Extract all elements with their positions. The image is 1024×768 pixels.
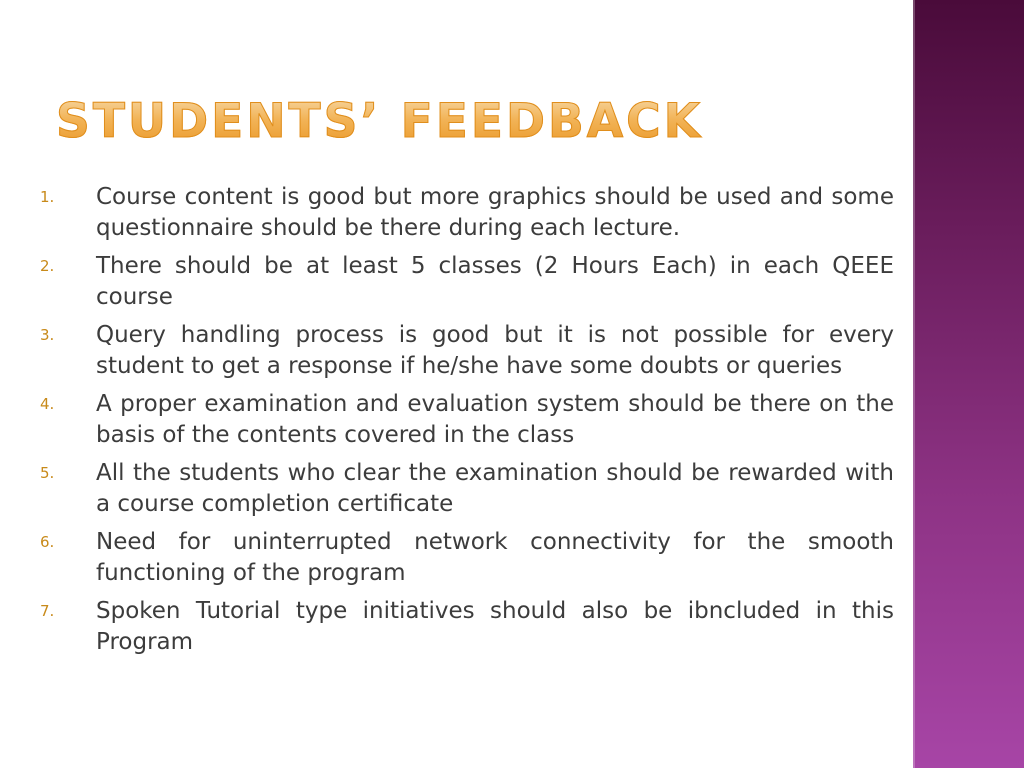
list-item-text: Query handling process is good but it is not possible for every student to get a response if he/she have some doubts or queries xyxy=(96,322,894,379)
list-item xyxy=(40,596,894,658)
list-item-text: Course content is good but more graphics should be used and some questionnaire should be there during each lecture. xyxy=(96,184,894,241)
list-item xyxy=(40,389,894,451)
list-item-text: Need for uninterrupted network connectivity for the smooth functioning of the program xyxy=(96,529,894,586)
list-item-text: Spoken Tutorial type initiatives should also be ibncluded in this Program xyxy=(96,598,894,655)
decorative-side-band xyxy=(913,0,1024,768)
list-item-text: All the students who clear the examination should be rewarded with a course completion certificate xyxy=(96,460,894,517)
list-item-number: 3. xyxy=(40,326,55,344)
list-item xyxy=(40,458,894,520)
list-item xyxy=(40,251,894,313)
slide-title: STUDENTS’ FEEDBACK xyxy=(56,92,703,152)
list-item-number: 7. xyxy=(40,602,55,620)
list-item-number: 4. xyxy=(40,395,55,413)
list-item-number: 6. xyxy=(40,533,55,551)
feedback-list xyxy=(40,182,894,665)
list-item-text: A proper examination and evaluation system should be there on the basis of the contents covered in the class xyxy=(96,391,894,448)
list-item xyxy=(40,527,894,589)
list-item xyxy=(40,320,894,382)
list-item-text: There should be at least 5 classes (2 Hours Each) in each QEEE course xyxy=(96,253,894,310)
list-item-number: 1. xyxy=(40,188,55,206)
list-item-number: 2. xyxy=(40,257,55,275)
list-item-number: 5. xyxy=(40,464,55,482)
list-item xyxy=(40,182,894,244)
